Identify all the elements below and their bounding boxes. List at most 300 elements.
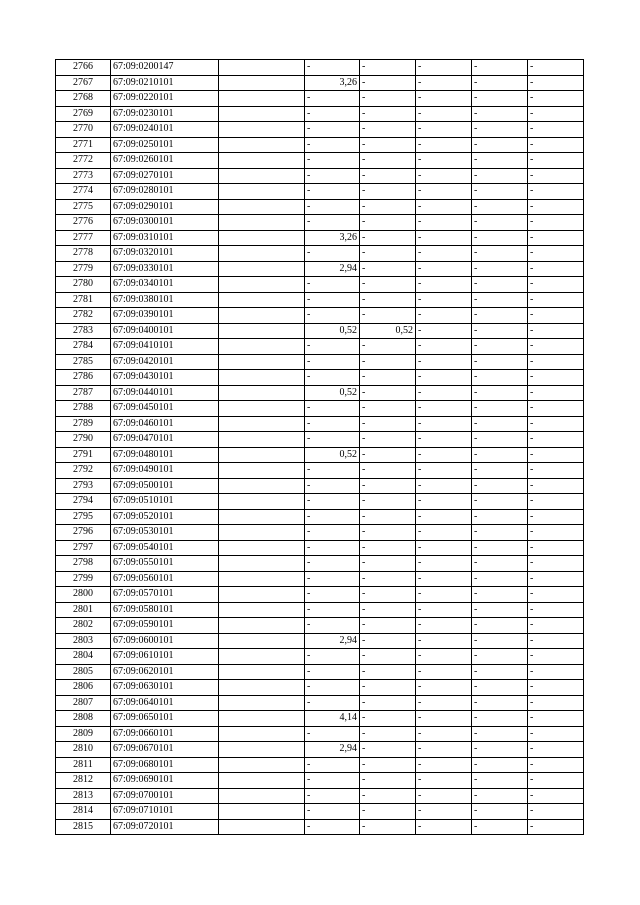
table-row [56, 742, 584, 758]
value-cell-5: - [528, 91, 584, 107]
value-cell-4: - [472, 602, 528, 618]
row-number-cell: 2778 [56, 246, 111, 262]
cadastral-number-cell: 67:09:0610101 [111, 649, 219, 665]
row-number-cell: 2794 [56, 494, 111, 510]
row-number-cell: 2771 [56, 137, 111, 153]
value-cell-3: - [416, 60, 472, 76]
value-cell-1: 2,94 - [305, 261, 360, 277]
value-cell-1: - [305, 199, 360, 215]
empty-cell [219, 385, 305, 401]
value-cell-1: - [305, 494, 360, 510]
value-cell-2: - [360, 60, 416, 76]
value-cell-4: - [472, 649, 528, 665]
row-number-cell: 2769 [56, 106, 111, 122]
value-cell-3: - [416, 540, 472, 556]
value-cell-2: - [360, 478, 416, 494]
cadastral-number-cell: 67:09:0440101 [111, 385, 219, 401]
empty-cell [219, 339, 305, 355]
empty-cell [219, 106, 305, 122]
value-cell-4: - [472, 540, 528, 556]
value-cell-1: - [305, 339, 360, 355]
value-cell-3: - [416, 137, 472, 153]
value-cell-3: - [416, 323, 472, 339]
value-cell-1: - [305, 463, 360, 479]
table-row [56, 633, 584, 649]
value-cell-1: - [305, 91, 360, 107]
cadastral-number-cell: 67:09:0250101 [111, 137, 219, 153]
table-row [56, 75, 584, 91]
value-cell-3: - [416, 168, 472, 184]
value-cell-2: - [360, 757, 416, 773]
value-cell-1: - [305, 184, 360, 200]
value-cell-3: - [416, 354, 472, 370]
table-row [56, 618, 584, 634]
value-cell-3: - [416, 478, 472, 494]
value-cell-1: 4,14 - [305, 711, 360, 727]
table-row [56, 447, 584, 463]
cadastral-number-cell: 67:09:0590101 [111, 618, 219, 634]
value-cell-4: - [472, 277, 528, 293]
value-cell-1: - [305, 525, 360, 541]
value-cell-4: - [472, 292, 528, 308]
value-cell-2: - [360, 788, 416, 804]
value-cell-3: - [416, 106, 472, 122]
value-cell-1: - [305, 664, 360, 680]
row-number-cell: 2792 [56, 463, 111, 479]
value-cell-5: - [528, 447, 584, 463]
value-cell-3: - [416, 571, 472, 587]
empty-cell [219, 819, 305, 835]
value-cell-1: - [305, 602, 360, 618]
row-number-cell: 2814 [56, 804, 111, 820]
cadastral-number-cell: 67:09:0400101 [111, 323, 219, 339]
value-cell-2: - [360, 819, 416, 835]
empty-cell [219, 571, 305, 587]
row-number-cell: 2774 [56, 184, 111, 200]
cadastral-number-cell: 67:09:0560101 [111, 571, 219, 587]
value-cell-1: - [305, 308, 360, 324]
value-cell-5: - [528, 122, 584, 138]
table-row [56, 385, 584, 401]
table-row [56, 556, 584, 572]
row-number-cell: 2807 [56, 695, 111, 711]
value-cell-4: - [472, 370, 528, 386]
cadastral-number-cell: 67:09:0270101 [111, 168, 219, 184]
value-cell-1: - [305, 773, 360, 789]
table-row [56, 432, 584, 448]
value-cell-4: - [472, 168, 528, 184]
table-row [56, 60, 584, 76]
value-cell-3: - [416, 819, 472, 835]
table-row [56, 401, 584, 417]
empty-cell [219, 587, 305, 603]
value-cell-4: - [472, 819, 528, 835]
row-number-cell: 2799 [56, 571, 111, 587]
value-cell-4: - [472, 75, 528, 91]
value-cell-5: - [528, 695, 584, 711]
empty-cell [219, 478, 305, 494]
table-row [56, 509, 584, 525]
value-cell-5: - [528, 75, 584, 91]
value-cell-4: - [472, 726, 528, 742]
value-cell-2: - [360, 773, 416, 789]
table-row [56, 695, 584, 711]
value-cell-5: - [528, 680, 584, 696]
value-cell-4: - [472, 571, 528, 587]
value-cell-2: - [360, 153, 416, 169]
cadastral-number-cell: 67:09:0320101 [111, 246, 219, 262]
value-cell-1: - [305, 122, 360, 138]
value-cell-2: - [360, 277, 416, 293]
cadastral-number-cell: 67:09:0530101 [111, 525, 219, 541]
value-cell-2: - [360, 91, 416, 107]
value-cell-1: - [305, 556, 360, 572]
row-number-cell: 2805 [56, 664, 111, 680]
value-cell-2: - [360, 540, 416, 556]
value-cell-1: - [305, 819, 360, 835]
value-cell-4: - [472, 323, 528, 339]
table-row [56, 339, 584, 355]
value-cell-1: - [305, 540, 360, 556]
value-cell-1: - [305, 60, 360, 76]
value-cell-5: - [528, 788, 584, 804]
row-number-cell: 2815 [56, 819, 111, 835]
value-cell-3: - [416, 556, 472, 572]
value-cell-3: - [416, 416, 472, 432]
table-row [56, 664, 584, 680]
value-cell-2: - [360, 184, 416, 200]
table-row [56, 91, 584, 107]
value-cell-1: - [305, 726, 360, 742]
cadastral-number-cell: 67:09:0260101 [111, 153, 219, 169]
table-row [56, 587, 584, 603]
value-cell-4: - [472, 261, 528, 277]
value-cell-2: - [360, 122, 416, 138]
value-cell-5: - [528, 230, 584, 246]
value-cell-2: - [360, 137, 416, 153]
row-number-cell: 2800 [56, 587, 111, 603]
value-cell-5: - [528, 463, 584, 479]
value-cell-1: - [305, 757, 360, 773]
value-cell-4: - [472, 494, 528, 510]
cadastral-number-cell: 67:09:0470101 [111, 432, 219, 448]
value-cell-2: - [360, 587, 416, 603]
value-cell-3: - [416, 339, 472, 355]
value-cell-3: - [416, 742, 472, 758]
value-cell-4: - [472, 478, 528, 494]
row-number-cell: 2766 [56, 60, 111, 76]
table-row [56, 354, 584, 370]
value-cell-3: - [416, 199, 472, 215]
row-number-cell: 2810 [56, 742, 111, 758]
value-cell-5: - [528, 292, 584, 308]
value-cell-5: - [528, 819, 584, 835]
value-cell-5: - [528, 556, 584, 572]
value-cell-4: - [472, 60, 528, 76]
row-number-cell: 2780 [56, 277, 111, 293]
row-number-cell: 2812 [56, 773, 111, 789]
value-cell-5: - [528, 199, 584, 215]
row-number-cell: 2787 [56, 385, 111, 401]
value-cell-1: - [305, 571, 360, 587]
value-cell-3: - [416, 432, 472, 448]
row-number-cell: 2776 [56, 215, 111, 231]
value-cell-4: - [472, 695, 528, 711]
value-cell-1: - [305, 137, 360, 153]
row-number-cell: 2791 [56, 447, 111, 463]
value-cell-1: - [305, 649, 360, 665]
value-cell-4: - [472, 773, 528, 789]
value-cell-1: - [305, 432, 360, 448]
row-number-cell: 2770 [56, 122, 111, 138]
value-cell-4: - [472, 153, 528, 169]
value-cell-1: - [305, 478, 360, 494]
value-cell-2: - [360, 618, 416, 634]
cadastral-number-cell: 67:09:0330101 [111, 261, 219, 277]
value-cell-2: - [360, 602, 416, 618]
row-number-cell: 2798 [56, 556, 111, 572]
row-number-cell: 2808 [56, 711, 111, 727]
value-cell-1: - [305, 680, 360, 696]
cadastral-number-cell: 67:09:0240101 [111, 122, 219, 138]
value-cell-1: - [305, 246, 360, 262]
value-cell-1: - [305, 292, 360, 308]
cadastral-number-cell: 67:09:0490101 [111, 463, 219, 479]
empty-cell [219, 618, 305, 634]
value-cell-4: - [472, 463, 528, 479]
value-cell-5: - [528, 540, 584, 556]
row-number-cell: 2793 [56, 478, 111, 494]
empty-cell [219, 261, 305, 277]
value-cell-5: - [528, 323, 584, 339]
value-cell-4: - [472, 91, 528, 107]
value-cell-1: 0,52 - [305, 447, 360, 463]
table-row [56, 230, 584, 246]
cadastral-number-cell: 67:09:0380101 [111, 292, 219, 308]
value-cell-1: - [305, 215, 360, 231]
value-cell-1: - [305, 168, 360, 184]
value-cell-1: - [305, 370, 360, 386]
value-cell-5: - [528, 137, 584, 153]
value-cell-5: - [528, 804, 584, 820]
table-row [56, 199, 584, 215]
row-number-cell: 2768 [56, 91, 111, 107]
value-cell-1: 2,94 - [305, 742, 360, 758]
cadastral-number-cell: 67:09:0720101 [111, 819, 219, 835]
table-row [56, 323, 584, 339]
table-row [56, 106, 584, 122]
table-row [56, 540, 584, 556]
value-cell-1: - [305, 804, 360, 820]
value-cell-2: - [360, 649, 416, 665]
empty-cell [219, 556, 305, 572]
value-cell-3: - [416, 773, 472, 789]
row-number-cell: 2779 [56, 261, 111, 277]
cadastral-number-cell: 67:09:0200147 [111, 60, 219, 76]
cadastral-number-cell: 67:09:0700101 [111, 788, 219, 804]
empty-cell [219, 463, 305, 479]
value-cell-5: - [528, 478, 584, 494]
value-cell-5: - [528, 757, 584, 773]
value-cell-2: - [360, 494, 416, 510]
empty-cell [219, 401, 305, 417]
value-cell-3: - [416, 509, 472, 525]
value-cell-1: - [305, 153, 360, 169]
value-cell-2: - [360, 432, 416, 448]
value-cell-5: - [528, 215, 584, 231]
row-number-cell: 2809 [56, 726, 111, 742]
value-cell-4: - [472, 757, 528, 773]
value-cell-2: - [360, 556, 416, 572]
value-cell-2: - [360, 742, 416, 758]
value-cell-2: - [360, 633, 416, 649]
empty-cell [219, 230, 305, 246]
value-cell-1: - [305, 354, 360, 370]
table-row [56, 525, 584, 541]
value-cell-2: - [360, 308, 416, 324]
value-cell-5: - [528, 494, 584, 510]
row-number-cell: 2773 [56, 168, 111, 184]
value-cell-3: - [416, 385, 472, 401]
cadastral-number-cell: 67:09:0600101 [111, 633, 219, 649]
table-row [56, 494, 584, 510]
value-cell-4: - [472, 618, 528, 634]
cadastral-number-cell: 67:09:0220101 [111, 91, 219, 107]
value-cell-1: - [305, 788, 360, 804]
value-cell-4: - [472, 339, 528, 355]
value-cell-4: - [472, 711, 528, 727]
empty-cell [219, 354, 305, 370]
cadastral-number-cell: 67:09:0710101 [111, 804, 219, 820]
empty-cell [219, 323, 305, 339]
table-row [56, 649, 584, 665]
value-cell-2: - [360, 509, 416, 525]
value-cell-3: - [416, 680, 472, 696]
value-cell-4: - [472, 308, 528, 324]
empty-cell [219, 695, 305, 711]
empty-cell [219, 726, 305, 742]
value-cell-5: - [528, 633, 584, 649]
value-cell-5: - [528, 742, 584, 758]
cadastral-number-cell: 67:09:0210101 [111, 75, 219, 91]
value-cell-1: - [305, 695, 360, 711]
cadastral-number-cell: 67:09:0500101 [111, 478, 219, 494]
value-cell-1: 0,52 - [305, 323, 360, 339]
empty-cell [219, 494, 305, 510]
value-cell-3: - [416, 726, 472, 742]
value-cell-2: - [360, 370, 416, 386]
empty-cell [219, 199, 305, 215]
empty-cell [219, 370, 305, 386]
value-cell-2: - [360, 447, 416, 463]
value-cell-1: - [305, 416, 360, 432]
empty-cell [219, 184, 305, 200]
row-number-cell: 2767 [56, 75, 111, 91]
value-cell-4: - [472, 416, 528, 432]
table-row [56, 819, 584, 835]
value-cell-1: 3,26 - [305, 230, 360, 246]
value-cell-3: - [416, 75, 472, 91]
table-row [56, 277, 584, 293]
table-row [56, 261, 584, 277]
value-cell-5: - [528, 339, 584, 355]
value-cell-5: - [528, 587, 584, 603]
value-cell-2: - [360, 168, 416, 184]
empty-cell [219, 75, 305, 91]
empty-cell [219, 742, 305, 758]
row-number-cell: 2782 [56, 308, 111, 324]
empty-cell [219, 711, 305, 727]
value-cell-5: - [528, 60, 584, 76]
value-cell-5: - [528, 664, 584, 680]
value-cell-2: 0,52 - [360, 323, 416, 339]
row-number-cell: 2788 [56, 401, 111, 417]
value-cell-5: - [528, 726, 584, 742]
value-cell-1: - [305, 106, 360, 122]
value-cell-5: - [528, 370, 584, 386]
value-cell-3: - [416, 261, 472, 277]
value-cell-2: - [360, 354, 416, 370]
value-cell-3: - [416, 618, 472, 634]
table-row [56, 478, 584, 494]
value-cell-5: - [528, 261, 584, 277]
cadastral-number-cell: 67:09:0640101 [111, 695, 219, 711]
empty-cell [219, 757, 305, 773]
empty-cell [219, 804, 305, 820]
value-cell-5: - [528, 401, 584, 417]
table-row [56, 184, 584, 200]
cadastral-number-cell: 67:09:0420101 [111, 354, 219, 370]
cadastral-number-cell: 67:09:0580101 [111, 602, 219, 618]
value-cell-4: - [472, 804, 528, 820]
table-row [56, 215, 584, 231]
value-cell-3: - [416, 292, 472, 308]
table-row [56, 726, 584, 742]
value-cell-5: - [528, 432, 584, 448]
row-number-cell: 2772 [56, 153, 111, 169]
cadastral-number-cell: 67:09:0390101 [111, 308, 219, 324]
value-cell-2: - [360, 246, 416, 262]
value-cell-3: - [416, 695, 472, 711]
cadastral-number-cell: 67:09:0460101 [111, 416, 219, 432]
table-row [56, 246, 584, 262]
value-cell-2: - [360, 525, 416, 541]
table-row [56, 416, 584, 432]
value-cell-4: - [472, 354, 528, 370]
cadastral-number-cell: 67:09:0310101 [111, 230, 219, 246]
table-row [56, 308, 584, 324]
cadastral-number-cell: 67:09:0410101 [111, 339, 219, 355]
value-cell-4: - [472, 788, 528, 804]
value-cell-2: - [360, 726, 416, 742]
row-number-cell: 2813 [56, 788, 111, 804]
row-number-cell: 2796 [56, 525, 111, 541]
value-cell-3: - [416, 370, 472, 386]
empty-cell [219, 633, 305, 649]
empty-cell [219, 447, 305, 463]
empty-cell [219, 525, 305, 541]
table-row [56, 137, 584, 153]
table-row [56, 711, 584, 727]
value-cell-4: - [472, 633, 528, 649]
empty-cell [219, 122, 305, 138]
value-cell-2: - [360, 199, 416, 215]
cadastral-number-cell: 67:09:0480101 [111, 447, 219, 463]
value-cell-3: - [416, 153, 472, 169]
empty-cell [219, 308, 305, 324]
value-cell-4: - [472, 137, 528, 153]
value-cell-5: - [528, 277, 584, 293]
